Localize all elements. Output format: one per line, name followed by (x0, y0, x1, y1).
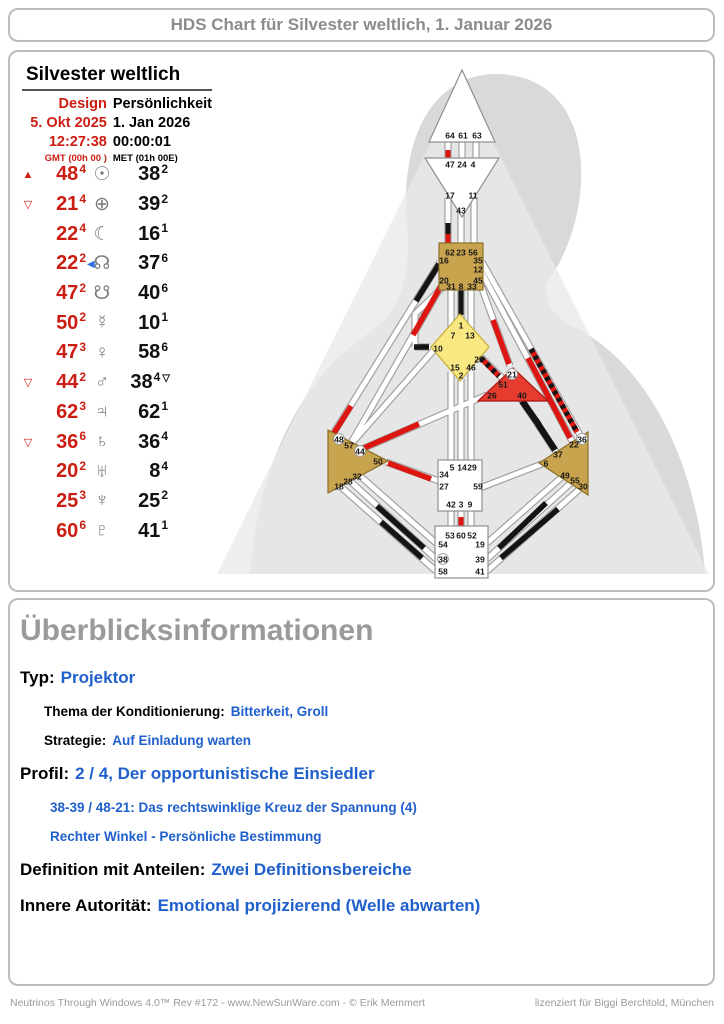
gate-25-label: 25 (474, 354, 484, 365)
personality-gate-line: 16 1 (138, 221, 168, 245)
gate-28-label: 28 (343, 476, 353, 487)
gate-6-label: 6 (543, 458, 549, 469)
definition-row (20, 860, 713, 880)
personality-date: 1. Jan 2026 (112, 115, 191, 131)
design-gate-line: 22 2 (56, 250, 86, 275)
gate-60-label: 60 (456, 530, 466, 541)
chart-panel (8, 50, 715, 592)
gate-11-label: 11 (468, 190, 478, 201)
personality-gate-line: 37 6 (138, 250, 168, 275)
page-title: HDS Chart für Silvester weltlich, 1. Januar 2026 (170, 15, 553, 34)
design-column (24, 95, 107, 166)
strategy-value: Auf Einladung warten (112, 733, 252, 748)
profile-value: 2 / 4, Der opportunistische Einsiedler (75, 764, 375, 783)
planet-icon: ⊕ (94, 194, 110, 216)
type-label: Typ: (20, 668, 55, 687)
planet-icon: ☋ (93, 283, 111, 305)
gate-13-label: 13 (465, 330, 475, 341)
gate-45-label: 45 (473, 275, 483, 286)
gate-53-label: 53 (445, 530, 455, 541)
gate-38-label: 38 (438, 554, 448, 565)
personality-gate-line: 38 2 (138, 161, 168, 186)
gate-35-label: 35 (473, 255, 483, 266)
gate-14-label: 14 (457, 462, 467, 473)
cross-value: 38-39 / 48-21: Das rechtswinklige Kreuz der Spannung (4) (50, 800, 417, 815)
planet-row-uranus (20, 457, 216, 487)
design-gate-line: 48 4 (56, 161, 86, 186)
gate-18-label: 18 (334, 481, 344, 492)
bodygraph (212, 54, 724, 592)
gate-33-label: 33 (467, 281, 477, 292)
fixing-marker-left-icon: ▽ (23, 199, 33, 212)
type-row (20, 668, 713, 688)
gate-7-label: 7 (450, 330, 456, 341)
gate-32-label: 32 (352, 471, 362, 482)
gate-43-label: 43 (456, 205, 466, 216)
design-gate-line: 50 2 (56, 310, 86, 334)
gate-48-label: 48 (334, 434, 344, 445)
footer-right: lizenziert für Biggi Berchtold, München (534, 997, 714, 1009)
gate-49-label: 49 (560, 470, 570, 481)
gate-24-label: 24 (457, 159, 467, 170)
planet-row-neptune (20, 487, 216, 517)
personality-gate-line: 41 1 (138, 518, 168, 542)
planet-icon: ♀ (94, 341, 110, 363)
planet-row-moon (20, 219, 216, 249)
design-label: Design (58, 96, 107, 112)
gate-59-label: 59 (473, 481, 483, 492)
cross-row (44, 800, 713, 815)
design-date: 5. Okt 2025 (30, 115, 107, 131)
angle-value: Rechter Winkel - Persönliche Bestimmung (50, 829, 322, 844)
gate-2-label: 2 (458, 370, 464, 381)
gate-58-label: 58 (438, 566, 448, 577)
gate-57-label: 57 (344, 440, 354, 451)
gate-36-label: 36 (577, 434, 587, 445)
planet-icon: ♆ (94, 490, 110, 512)
gate-37-label: 37 (553, 449, 563, 460)
personality-gate-line: 25 2 (138, 488, 168, 512)
gate-10-label: 10 (433, 343, 443, 354)
gate-63-label: 63 (472, 130, 482, 141)
planet-icon: ☿ (94, 312, 110, 334)
design-time: 12:27:38 (48, 134, 107, 150)
design-gate-line: 47 3 (56, 339, 86, 364)
planet-row-jupiter (20, 398, 216, 428)
gate-54-label: 54 (438, 539, 448, 550)
overview-title: Überblicksinformationen (20, 614, 374, 647)
gate-34-label: 34 (439, 469, 449, 480)
design-timezone: GMT (00h 00 ) (44, 153, 107, 164)
design-gate-line: 44 2 (56, 369, 86, 394)
planet-row-mercury (20, 308, 216, 338)
planet-row-south-node (20, 279, 216, 309)
gate-9-label: 9 (467, 499, 473, 510)
gate-15-label: 15 (450, 362, 460, 373)
personality-gate-line: 8 4 (149, 458, 168, 483)
personality-gate-line: 40 6 (138, 280, 168, 305)
person-name: Silvester weltlich (22, 64, 212, 91)
fixing-marker-left-icon: ▽ (23, 436, 33, 449)
planet-row-sun (20, 160, 216, 190)
planet-row-mars (20, 368, 216, 398)
personality-gate-line: 39 2 (138, 191, 168, 216)
profile-label: Profil: (20, 764, 70, 783)
node-direction-icon: ◀ (87, 259, 95, 271)
planet-icon: ◀ ☊ (87, 253, 111, 275)
gate-55-label: 55 (570, 475, 580, 486)
authority-value: Emotional projizierend (Welle abwarten) (157, 896, 481, 915)
planet-row-earth (20, 190, 216, 220)
gate-12-label: 12 (473, 264, 483, 275)
gate-44-label: 44 (355, 446, 365, 457)
gate-5-label: 5 (449, 462, 455, 473)
gate-64-label: 64 (445, 130, 455, 141)
planet-icon: ♇ (94, 520, 110, 542)
planet-icon: ☾ (93, 223, 111, 245)
gate-41-label: 41 (475, 566, 485, 577)
gate-39-label: 39 (475, 554, 485, 565)
type-value: Projektor (60, 668, 136, 687)
personality-time: 00:00:01 (112, 134, 171, 150)
definition-label: Definition mit Anteilen: (20, 860, 206, 879)
conditioning-label: Thema der Konditionierung: (44, 704, 225, 719)
birth-info-block (22, 64, 212, 166)
personality-gate-line: 36 4 (138, 429, 168, 453)
fixing-marker-right-icon: ▽ (162, 373, 170, 385)
gate-56-label: 56 (468, 247, 478, 258)
design-gate-line: 36 6 (56, 429, 86, 453)
gate-21-label: 21 (507, 369, 517, 380)
planet-icon: ♂ (94, 371, 110, 393)
planet-row-pluto (20, 516, 216, 546)
gate-40-label: 40 (517, 390, 527, 401)
conditioning-row (44, 704, 713, 719)
gate-29-label: 29 (467, 462, 477, 473)
personality-gate-line: 10 1 (138, 310, 168, 334)
authority-row (20, 896, 713, 916)
personality-timezone: MET (01h 00E) (112, 153, 178, 164)
gate-26-label: 26 (487, 390, 497, 401)
gate-47-label: 47 (445, 159, 455, 170)
planet-row-north-node (20, 249, 216, 279)
gate-4-label: 4 (470, 159, 476, 170)
gate-17-label: 17 (445, 190, 455, 201)
fixing-marker-left-icon: ▲ (22, 168, 34, 181)
design-gate-line: 25 3 (56, 488, 86, 512)
footer (10, 997, 714, 1009)
design-gate-line: 62 3 (56, 399, 86, 423)
gate-30-label: 30 (578, 481, 588, 492)
profile-row (20, 764, 713, 784)
design-gate-line: 21 4 (56, 191, 86, 216)
gate-20-label: 20 (439, 275, 449, 286)
strategy-label: Strategie: (44, 733, 107, 748)
design-gate-line: 60 6 (56, 518, 86, 542)
authority-label: Innere Autorität: (20, 896, 152, 915)
gate-1-label: 1 (458, 320, 464, 331)
personality-label: Persönlichkeit (112, 96, 212, 112)
footer-left: Neutrinos Through Windows 4.0™ Rev #172 - www.NewSunWare.com - © Erik Memmert (10, 997, 426, 1009)
planet-icon: ♄ (94, 431, 110, 453)
gate-61-label: 61 (458, 130, 468, 141)
gate-50-label: 50 (373, 456, 383, 467)
gate-16-label: 16 (439, 255, 449, 266)
gate-8-label: 8 (458, 281, 464, 292)
design-personality-table (22, 95, 212, 166)
planet-icon: ♅ (94, 460, 110, 482)
header-panel (8, 8, 715, 42)
gate-51-label: 51 (498, 379, 508, 390)
planet-icon: ☉ (93, 164, 111, 186)
design-gate-line: 20 2 (56, 458, 86, 483)
gate-3-label: 3 (458, 499, 464, 510)
gate-19-label: 19 (475, 539, 485, 550)
gate-22-label: 22 (569, 439, 579, 450)
personality-gate-line: 62 1 (138, 399, 168, 423)
personality-column (113, 95, 212, 166)
strategy-row (44, 733, 713, 748)
design-gate-line: 22 4 (56, 221, 86, 245)
design-gate-line: 47 2 (56, 280, 86, 305)
gate-46-label: 46 (466, 362, 476, 373)
planet-row-venus (20, 338, 216, 368)
fixing-marker-left-icon: ▽ (23, 377, 33, 390)
planet-activation-list (20, 160, 216, 546)
planet-icon: ♃ (94, 401, 110, 423)
overview-panel (8, 598, 715, 986)
angle-row (44, 829, 713, 844)
gate-27-label: 27 (439, 481, 449, 492)
gate-52-label: 52 (467, 530, 477, 541)
definition-value: Zwei Definitionsbereiche (211, 860, 412, 879)
gate-23-label: 23 (456, 247, 466, 258)
personality-gate-line: 58 6 (138, 339, 168, 364)
gate-62-label: 62 (445, 247, 455, 258)
planet-row-saturn (20, 427, 216, 457)
personality-gate-line: 38 4 ▽ (130, 369, 170, 394)
gate-42-label: 42 (446, 499, 456, 510)
conditioning-value: Bitterkeit, Groll (230, 704, 329, 719)
gate-31-label: 31 (446, 281, 456, 292)
